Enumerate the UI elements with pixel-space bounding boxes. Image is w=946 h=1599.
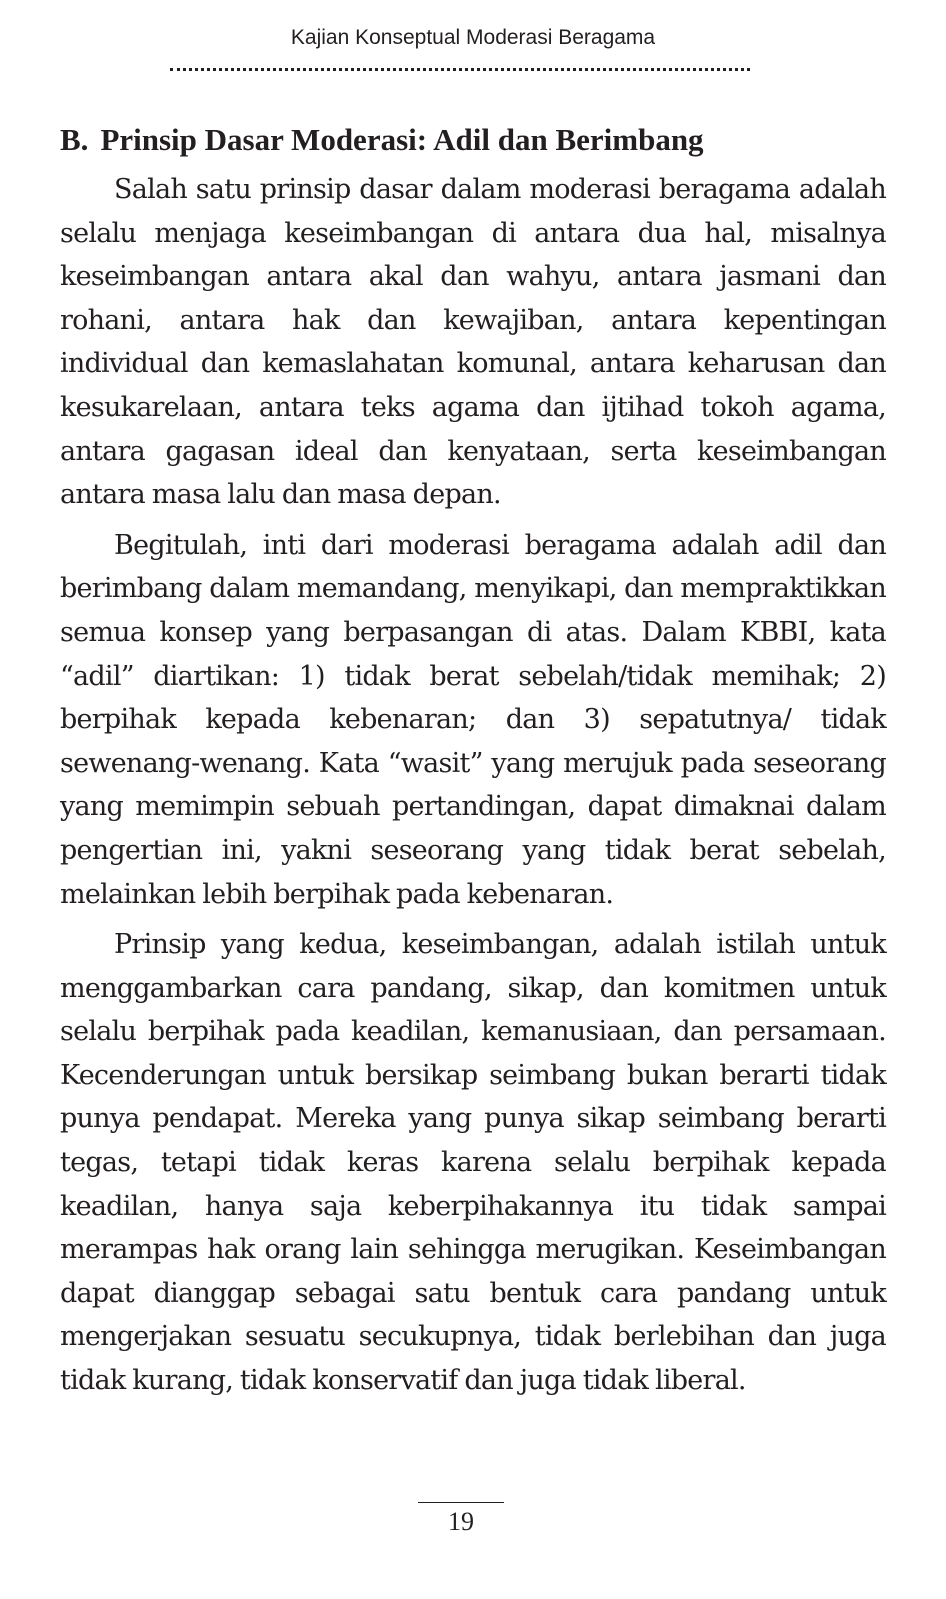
footer-rule bbox=[418, 1502, 504, 1503]
paragraph-2: Begitulah, inti dari moderasi beragama adalah adil dan berimbang dalam memandang, menyikapi, dan mempraktikkan semua konsep yang berpasangan di atas. Dalam KBBI, kata “adil” diartikan: 1) tidak berat sebelah/tidak memihak; 2) berpihak kepada kebenaran; dan 3) sepatutnya/ tidak sewenang-wenang. Kata “wasit” yang merujuk pada seseorang yang memimpin sebuah pertandingan, dapat dimaknai dalam pengertian ini, yakni seseorang yang tidak berat sebelah, melainkan lebih berpihak pada kebenaran. bbox=[60, 529, 886, 910]
paragraph-3: Prinsip yang kedua, keseimbangan, adalah istilah untuk menggambarkan cara pandang, sikap, dan komitmen untuk selalu berpihak pada keadilan, kemanusiaan, dan persamaan. Kecenderungan untuk bersikap seimbang bukan berarti tidak punya pendapat. Mereka yang punya sikap seimbang berarti tegas, tetapi tidak keras karena selalu berpihak kepada keadilan, hanya saja keberpihakannya itu tidak sampai merampas hak orang lain sehingga merugikan. Keseimbangan dapat dianggap sebagai satu bentuk cara pandang untuk mengerjakan sesuatu secukupnya, tidak berlebihan dan juga tidak kurang, tidak konservatif dan juga tidak liberal. bbox=[60, 929, 886, 1397]
running-header: Kajian Konseptual Moderasi Beragama bbox=[290, 26, 656, 49]
section-number: B. bbox=[60, 122, 89, 157]
section-title: Prinsip Dasar Moderasi: Adil dan Berimbang bbox=[100, 122, 704, 157]
section-heading bbox=[60, 118, 886, 162]
page-body bbox=[60, 118, 886, 1410]
header-dotted-rule bbox=[170, 68, 750, 71]
paragraph-1: Salah satu prinsip dasar dalam moderasi beragama adalah selalu menjaga keseimbangan di antara dua hal, misalnya keseimbangan antara akal dan wahyu, antara jasmani dan rohani, antara hak dan kewajiban, antara kepentingan individual dan kemaslahatan komunal, antara keharusan dan kesukarelaan, antara teks agama dan ijtihad tokoh agama, antara gagasan ideal dan kenyataan, serta keseimbangan antara masa lalu dan masa depan. bbox=[60, 174, 886, 511]
page-number: 19 bbox=[448, 1507, 474, 1536]
